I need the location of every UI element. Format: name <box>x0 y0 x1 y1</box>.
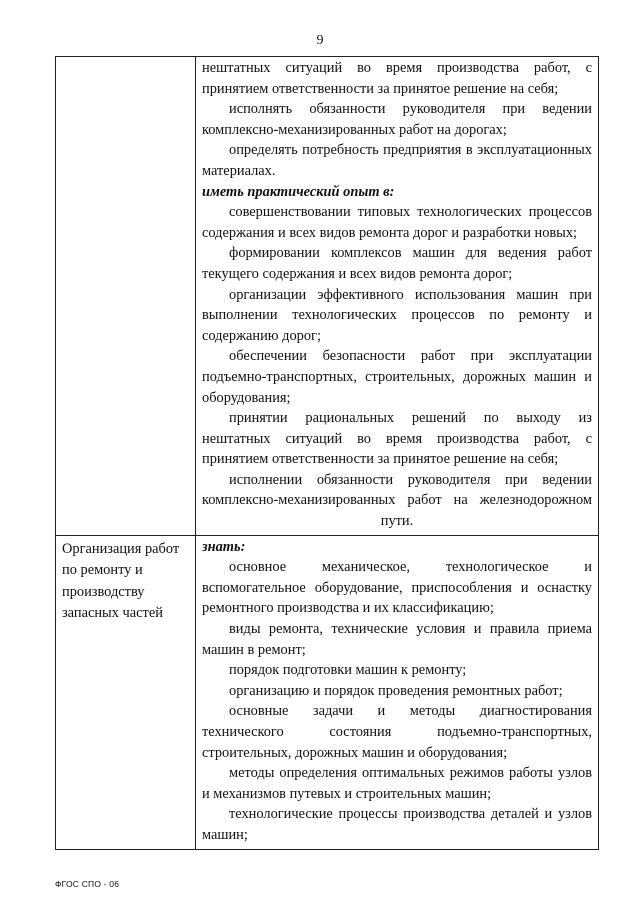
requirement-text: обеспечении безопасности работ при эксплуатации подъемно-транспортных, строительных, дорожных машин и оборудования; <box>202 348 592 406</box>
requirement-text: принятии рациональных решений по выходу из нештатных ситуаций во время производства работ, с принятием ответственности за принятое решение на себя; <box>202 410 592 468</box>
requirement-text: совершенствовании типовых технологических процессов содержания и всех видов ремонта дорог и разработки новых; <box>202 204 592 241</box>
requirement-text: исполнении обязанности руководителя при ведении комплексно-механизированных работ на железнодорожном пути. <box>202 471 592 530</box>
section-heading: иметь практический опыт в: <box>202 183 395 200</box>
table-row <box>56 535 599 849</box>
requirement-text: формировании комплексов машин для ведения работ текущего содержания и всех видов ремонта дорог; <box>202 245 592 282</box>
requirement-text: организацию и порядок проведения ремонтных работ; <box>229 682 563 699</box>
footer-label: ФГОС СПО - 06 <box>55 879 120 889</box>
requirement-text: организации эффективного использования машин при выполнении технологических процессов по ремонту и содержанию дорог; <box>202 286 592 344</box>
requirement-text: виды ремонта, технические условия и правила приема машин в ремонт; <box>202 621 592 658</box>
requirement-text: порядок подготовки машин к ремонту; <box>229 662 467 679</box>
requirements-cell <box>196 57 599 536</box>
activity-name-cell: Организация работ по ремонту и производству запасных частей <box>56 535 196 849</box>
requirement-text: исполнять обязанности руководителя при ведении комплексно-механизированных работ на дорогах; <box>202 101 592 138</box>
section-heading: знать: <box>202 538 246 555</box>
requirement-text: основные задачи и методы диагностирования технического состояния подъемно-транспортных, строительных, дорожных машин и оборудования; <box>202 703 592 761</box>
table-row <box>56 57 599 536</box>
requirement-text: определять потребность предприятия в эксплуатационных материалах. <box>202 142 592 179</box>
requirement-text: технологические процессы производства деталей и узлов машин; <box>202 806 592 843</box>
requirement-text: основное механическое, технологическое и вспомогательное оборудование, приспособления и оснастку ремонтного производства и их классификацию; <box>202 559 592 617</box>
competency-table <box>55 56 599 850</box>
activity-name-cell <box>56 57 196 536</box>
requirements-cell <box>196 535 599 849</box>
page-number: 9 <box>316 33 324 48</box>
requirement-text: методы определения оптимальных режимов работы узлов и механизмов путевых и строительных машин; <box>202 765 592 802</box>
requirement-text: нештатных ситуаций во время производства работ, с принятием ответственности за принятое решение на себя; <box>202 60 592 97</box>
